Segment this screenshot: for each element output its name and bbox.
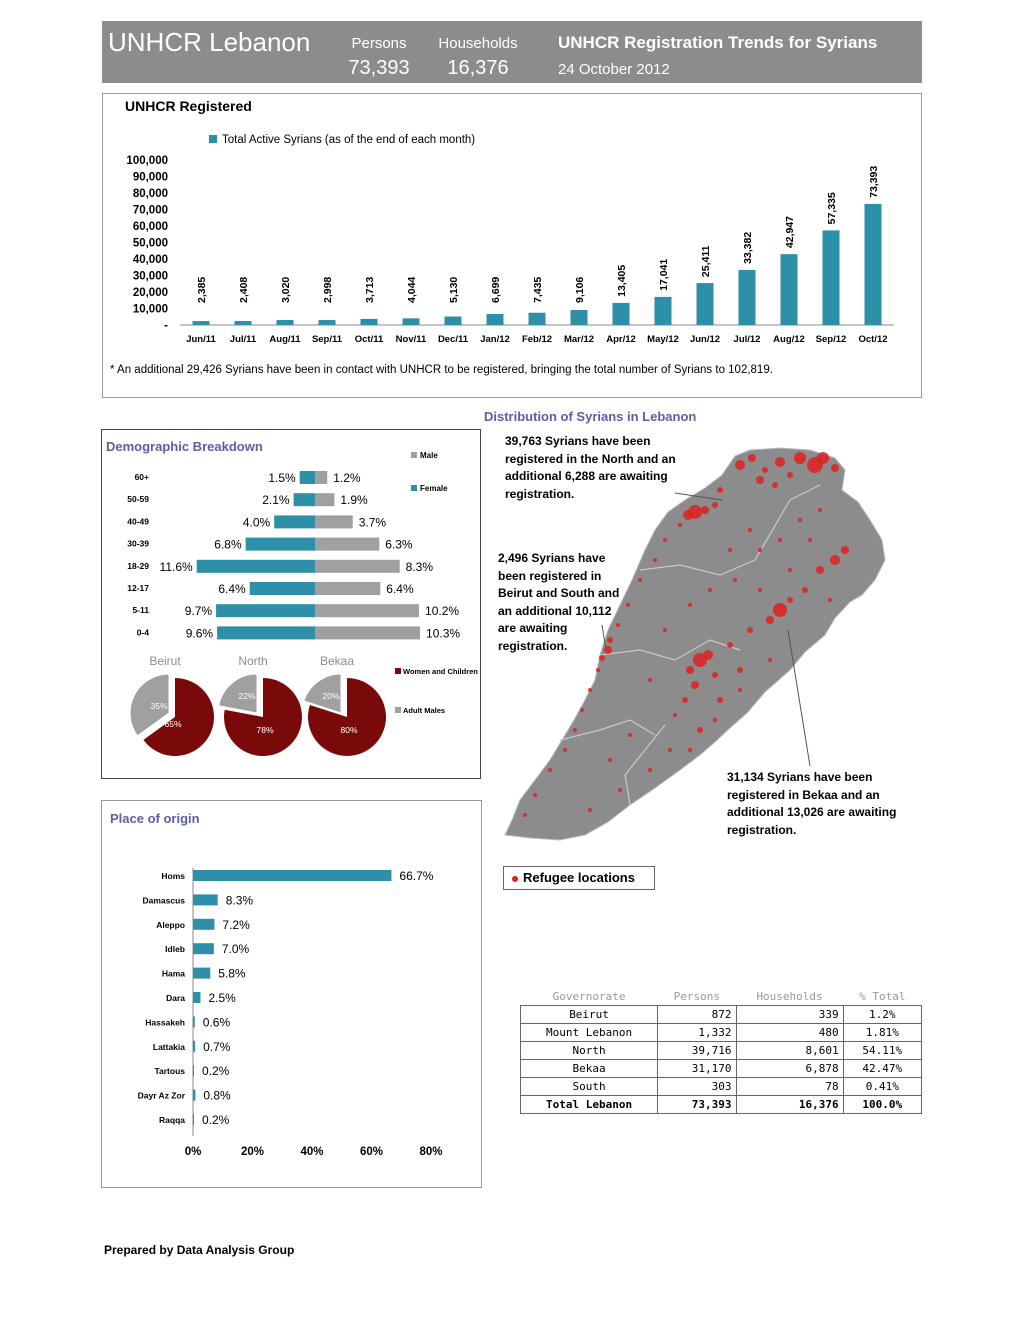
- male-bar: [315, 538, 379, 551]
- refugee-location-dot: [697, 727, 703, 733]
- age-group-label: 60+: [134, 472, 149, 482]
- male-data-label: 10.2%: [425, 604, 460, 619]
- origin-label: Idleb: [165, 944, 185, 955]
- refugee-location-dot: [773, 603, 787, 617]
- x-tick-label: 60%: [359, 1146, 384, 1158]
- female-bar: [217, 626, 315, 639]
- refugee-location-dot: [678, 523, 682, 527]
- origin-label: Aleppo: [156, 919, 185, 930]
- pie-title: Beirut: [149, 654, 181, 668]
- table-row: [521, 1060, 922, 1078]
- refugee-location-dot: [830, 555, 840, 565]
- x-tick-label: Oct/12: [858, 334, 888, 345]
- bar: [193, 894, 218, 905]
- beirut-callout: 2,496 Syrians have been registered in Beirut and South and an additional 10,112 are awaiting registration.: [498, 551, 620, 653]
- refugee-location-dot: [756, 476, 764, 484]
- data-label: 0.8%: [203, 1088, 231, 1103]
- refugee-location-dot: [608, 758, 612, 762]
- data-label: 33,382: [742, 231, 754, 264]
- legend-swatch: [411, 452, 417, 458]
- x-tick-label: Sep/11: [311, 334, 343, 345]
- female-bar: [294, 493, 315, 506]
- footer-credit: Prepared by Data Analysis Group: [104, 1243, 295, 1257]
- registered-title: UNHCR Registered: [125, 98, 252, 114]
- map-legend-label: Refugee locations: [523, 870, 635, 885]
- bar: [193, 919, 214, 930]
- registered-footnote: * An additional 29,426 Syrians have been in contact with UNHCR to be registered, bringing the total number of Syrians to 102,819.: [110, 364, 773, 376]
- data-label: 7,435: [532, 276, 544, 303]
- refugee-location-dot: [688, 603, 692, 607]
- origin-label: Dara: [166, 993, 185, 1003]
- table-row: [521, 1006, 922, 1024]
- bar: [193, 943, 214, 954]
- bar: [193, 1065, 194, 1076]
- refugee-location-dot: [580, 708, 584, 712]
- bar: [445, 317, 462, 325]
- bar: [403, 318, 420, 325]
- refugee-location-dot: [817, 452, 829, 464]
- female-data-label: 9.7%: [184, 604, 213, 619]
- data-label: 2.5%: [208, 991, 236, 1005]
- legend-label: Female: [420, 484, 448, 493]
- refugee-location-dot: [841, 546, 849, 554]
- female-data-label: 1.5%: [268, 471, 296, 485]
- female-bar: [197, 560, 315, 573]
- refugee-location-dot: [573, 728, 577, 732]
- legend-swatch: [411, 485, 417, 491]
- refugee-location-dot: [728, 548, 732, 552]
- female-data-label: 4.0%: [242, 515, 271, 530]
- registration-bar-chart: [102, 120, 922, 355]
- refugee-location-dot: [588, 688, 592, 692]
- legend-label: Women and Children: [403, 667, 478, 676]
- bar: [193, 968, 210, 979]
- x-tick-label: Nov/11: [395, 334, 427, 345]
- female-data-label: 11.6%: [159, 559, 193, 574]
- refugee-location-dot: [733, 578, 737, 582]
- refugee-location-dot: [808, 538, 812, 542]
- female-bar: [216, 604, 315, 617]
- table-header: % Total: [859, 990, 906, 1003]
- households-value: 16,376: [447, 57, 509, 79]
- legend-label: Total Active Syrians (as of the end of each month): [222, 134, 476, 146]
- refugee-location-dot: [596, 668, 600, 672]
- bar: [823, 230, 840, 325]
- data-label: 25,411: [700, 245, 712, 278]
- data-label: 0.2%: [202, 1113, 230, 1127]
- refugee-location-dot: [758, 548, 762, 552]
- bar: [613, 303, 630, 325]
- refugee-location-dot: [831, 464, 839, 472]
- age-group-label: 0-4: [136, 627, 149, 638]
- refugee-location-dot: [708, 588, 712, 592]
- bar: [193, 992, 200, 1003]
- y-tick-label: 90,000: [132, 171, 168, 184]
- y-tick-label: 10,000: [132, 303, 168, 316]
- table-header: Households: [756, 990, 823, 1003]
- female-data-label: 2.1%: [262, 493, 290, 508]
- pie-label: 80%: [340, 725, 358, 735]
- origin-bar-chart: [101, 800, 482, 1188]
- female-data-label: 6.8%: [214, 537, 242, 552]
- table-header: Governorate: [552, 990, 626, 1003]
- refugee-location-dot: [688, 748, 692, 752]
- refugee-location-dot: [748, 528, 752, 532]
- y-tick-label: 60,000: [132, 221, 168, 233]
- table-cell: 339: [736, 1006, 843, 1024]
- refugee-location-dot: [747, 627, 753, 633]
- pie-label: 22%: [238, 691, 256, 701]
- bar: [193, 321, 210, 325]
- bar: [571, 310, 588, 325]
- x-tick-label: Apr/12: [606, 334, 636, 345]
- data-label: 17,041: [658, 258, 670, 291]
- table-row: [521, 1078, 922, 1096]
- refugee-location-dot: [533, 793, 537, 797]
- data-label: 8.3%: [225, 893, 254, 908]
- x-tick-label: Aug/12: [773, 334, 805, 345]
- table-cell: 6,878: [736, 1060, 843, 1078]
- refugee-location-dot: [682, 697, 688, 703]
- x-tick-label: Jul/11: [229, 334, 257, 345]
- refugee-location-dot: [762, 467, 768, 473]
- data-label: 5,130: [448, 276, 460, 303]
- table-cell: Total Lebanon: [521, 1096, 658, 1114]
- refugee-location-dot: [653, 558, 657, 562]
- table-cell: 8,601: [736, 1042, 843, 1060]
- y-tick-label: 30,000: [132, 270, 168, 283]
- refugee-location-dot: [766, 616, 774, 624]
- data-label: 66.7%: [399, 869, 434, 883]
- distribution-title: Distribution of Syrians in Lebanon: [484, 409, 697, 424]
- refugee-location-dot: [712, 502, 718, 508]
- origin-label: Hama: [161, 968, 185, 979]
- bar: [739, 270, 756, 325]
- x-tick-label: 20%: [240, 1146, 265, 1158]
- bar: [361, 319, 378, 325]
- refugee-location-dot: [686, 666, 694, 674]
- table-cell: Beirut: [521, 1006, 658, 1024]
- x-tick-label: Mar/12: [563, 334, 595, 345]
- table-cell: 0.41%: [843, 1078, 921, 1096]
- data-label: 7.2%: [222, 917, 250, 932]
- report-title: UNHCR Registration Trends for Syrians: [558, 33, 878, 52]
- x-tick-label: Aug/11: [269, 334, 301, 345]
- table-cell: 78: [736, 1078, 843, 1096]
- x-tick-label: Jun/12: [689, 334, 721, 345]
- refugee-location-dot: [748, 454, 756, 462]
- bar: [193, 1090, 195, 1101]
- x-tick-label: 0%: [184, 1146, 202, 1158]
- refugee-location-dot: [663, 538, 667, 542]
- data-label: 3,020: [280, 276, 292, 303]
- table-cell: 1.2%: [843, 1006, 921, 1024]
- bar: [235, 321, 252, 325]
- female-bar: [246, 538, 315, 551]
- legend-label: Male: [420, 451, 438, 460]
- refugee-location-dot: [787, 597, 793, 603]
- refugee-location-dot: [703, 650, 713, 660]
- households-label: Households: [438, 35, 518, 52]
- pie-label: 65%: [164, 719, 182, 729]
- female-bar: [274, 515, 315, 528]
- y-tick-label: 70,000: [132, 204, 168, 217]
- male-data-label: 6.3%: [385, 537, 413, 552]
- male-bar: [315, 582, 380, 595]
- table-cell: 31,170: [658, 1060, 736, 1078]
- male-data-label: 3.7%: [358, 515, 387, 530]
- refugee-location-dot: [628, 733, 632, 737]
- pie-label: 35%: [150, 701, 168, 711]
- origin-title: Place of origin: [110, 811, 200, 826]
- refugee-location-dot: [691, 681, 699, 689]
- bar: [697, 283, 714, 325]
- refugee-location-dot: [523, 813, 527, 817]
- refugee-location-dot: [717, 487, 723, 493]
- bar: [487, 314, 504, 325]
- refugee-location-dot: [768, 658, 772, 662]
- bar: [277, 320, 294, 325]
- data-label: 2,408: [238, 276, 250, 303]
- north-callout: 39,763 Syrians have been registered in the North and an additional 6,288 are awaiting registration.: [505, 434, 676, 501]
- refugee-location-dot: [788, 568, 792, 572]
- table-cell: Mount Lebanon: [521, 1024, 658, 1042]
- data-label: 6,699: [490, 276, 502, 303]
- refugee-location-dot: [778, 538, 782, 542]
- male-bar: [315, 471, 327, 484]
- pie-title: North: [238, 654, 268, 668]
- x-tick-label: 80%: [419, 1146, 443, 1158]
- x-tick-label: Feb/12: [521, 334, 553, 345]
- data-label: 3,713: [364, 276, 376, 303]
- origin-label: Lattakia: [152, 1041, 185, 1052]
- data-label: 2,385: [196, 276, 208, 303]
- bar: [529, 313, 546, 325]
- y-tick-label: 40,000: [132, 254, 168, 266]
- table-cell: 303: [658, 1078, 736, 1096]
- x-tick-label: Oct/11: [354, 334, 384, 345]
- x-tick-label: Sep/12: [815, 334, 847, 345]
- demographic-title: Demographic Breakdown: [106, 439, 263, 454]
- refugee-location-dot: [648, 678, 652, 682]
- bar: [781, 254, 798, 325]
- pie-label: 78%: [256, 725, 274, 735]
- y-tick-label: 100,000: [126, 155, 168, 167]
- data-label: 4,044: [406, 276, 418, 303]
- x-tick-label: Dec/11: [437, 334, 469, 345]
- age-group-label: 30-39: [127, 538, 149, 549]
- table-header: Persons: [673, 990, 721, 1003]
- table-cell: 73,393: [658, 1096, 736, 1114]
- data-label: 0.7%: [203, 1039, 231, 1054]
- table-cell: Bekaa: [521, 1060, 658, 1078]
- table-row: [521, 1042, 922, 1060]
- refugee-location-dot: [683, 510, 693, 520]
- refugee-location-dot: [735, 460, 745, 470]
- male-bar: [315, 515, 353, 528]
- male-data-label: 8.3%: [405, 559, 434, 574]
- table-cell: 16,376: [736, 1096, 843, 1114]
- data-label: 57,335: [826, 192, 838, 225]
- refugee-location-dot: [717, 697, 723, 703]
- data-label: 7.0%: [221, 942, 250, 957]
- data-label: 0.6%: [202, 1015, 231, 1030]
- data-label: 0.2%: [202, 1064, 230, 1079]
- bar: [193, 1041, 195, 1052]
- refugee-location-dot: [588, 808, 592, 812]
- data-label: 13,405: [616, 264, 628, 297]
- x-tick-label: 40%: [300, 1146, 324, 1158]
- refugee-location-dot: [772, 482, 778, 488]
- data-label: 5.8%: [218, 966, 246, 981]
- table-cell: North: [521, 1042, 658, 1060]
- refugee-location-dot: [713, 718, 717, 722]
- x-tick-label: Jul/12: [733, 334, 761, 345]
- origin-label: Raqqa: [159, 1115, 185, 1125]
- org-name: UNHCR Lebanon: [108, 27, 311, 57]
- x-tick-label: Jan/12: [480, 334, 510, 345]
- origin-label: Homs: [161, 871, 185, 881]
- female-data-label: 9.6%: [185, 626, 214, 641]
- table-total-row: [521, 1096, 922, 1114]
- demographic-chart: [101, 429, 481, 779]
- refugee-location-dot: [712, 672, 718, 678]
- refugee-location-dot: [648, 768, 652, 772]
- female-data-label: 6.4%: [218, 582, 246, 596]
- refugee-dot-icon: [512, 876, 518, 882]
- legend-label: Adult Males: [403, 706, 446, 715]
- male-data-label: 1.9%: [340, 493, 368, 508]
- table-cell: 872: [658, 1006, 736, 1024]
- male-data-label: 1.2%: [333, 471, 361, 485]
- data-label: 42,947: [784, 216, 796, 249]
- age-group-label: 5-11: [132, 605, 149, 616]
- origin-label: Dayr Az Zor: [137, 1090, 185, 1101]
- table-row: [521, 1024, 922, 1042]
- data-label: 73,393: [868, 165, 880, 198]
- female-bar: [250, 582, 315, 595]
- bar: [193, 1114, 194, 1125]
- governorate-table: [520, 988, 922, 1114]
- refugee-location-dot: [738, 688, 742, 692]
- refugee-location-dot: [798, 518, 802, 522]
- table-cell: 480: [736, 1024, 843, 1042]
- y-tick-label: 50,000: [132, 237, 168, 250]
- refugee-location-dot: [787, 472, 793, 478]
- age-group-label: 18-29: [127, 560, 149, 571]
- refugee-location-dot: [638, 578, 642, 582]
- refugee-location-dot: [727, 642, 733, 648]
- report-date: 24 October 2012: [558, 61, 670, 78]
- header-banner: [102, 21, 922, 83]
- table-cell: 42.47%: [843, 1060, 921, 1078]
- legend-swatch: [395, 707, 401, 713]
- refugee-location-dot: [802, 587, 808, 593]
- refugee-location-dot: [775, 457, 785, 467]
- legend-swatch: [395, 668, 401, 674]
- refugee-location-dot: [828, 598, 832, 602]
- refugee-location-dot: [673, 713, 677, 717]
- origin-label: Hassakeh: [145, 1017, 185, 1028]
- pie-title: Bekaa: [319, 654, 355, 668]
- data-label: 2,998: [322, 276, 334, 303]
- table-cell: 100.0%: [843, 1096, 921, 1114]
- persons-label: Persons: [351, 35, 407, 52]
- y-tick-label: 20,000: [132, 287, 168, 299]
- bar: [865, 204, 882, 325]
- refugee-location-dot: [563, 748, 567, 752]
- table-cell: 54.11%: [843, 1042, 921, 1060]
- female-bar: [300, 471, 315, 484]
- table-cell: 39,716: [658, 1042, 736, 1060]
- bar: [193, 870, 391, 881]
- refugee-location-dot: [548, 768, 552, 772]
- male-data-label: 6.4%: [386, 582, 414, 596]
- map-legend: [503, 866, 655, 890]
- legend-swatch: [209, 135, 217, 143]
- refugee-location-dot: [816, 566, 824, 574]
- refugee-location-dot: [668, 748, 672, 752]
- pie-label: 20%: [322, 691, 340, 701]
- age-group-label: 40-49: [127, 516, 149, 527]
- y-tick-label: -: [164, 320, 168, 332]
- data-label: 9,106: [574, 276, 586, 303]
- y-tick-label: 80,000: [132, 188, 168, 200]
- refugee-location-dot: [701, 506, 709, 514]
- table-cell: South: [521, 1078, 658, 1096]
- bar: [319, 320, 336, 325]
- refugee-location-dot: [618, 788, 622, 792]
- male-bar: [315, 604, 419, 617]
- male-bar: [315, 626, 420, 639]
- origin-label: Damascus: [142, 895, 185, 906]
- refugee-location-dot: [794, 452, 806, 464]
- age-group-label: 12-17: [127, 583, 149, 593]
- male-bar: [315, 560, 400, 573]
- bar: [655, 297, 672, 325]
- refugee-location-dot: [737, 667, 743, 673]
- table-cell: 1,332: [658, 1024, 736, 1042]
- origin-label: Tartous: [154, 1066, 185, 1077]
- refugee-location-dot: [663, 628, 667, 632]
- x-tick-label: Jun/11: [186, 334, 216, 345]
- bar: [193, 1016, 195, 1027]
- refugee-location-dot: [758, 588, 762, 592]
- male-data-label: 10.3%: [426, 626, 461, 641]
- x-tick-label: May/12: [647, 334, 679, 345]
- persons-value: 73,393: [348, 57, 410, 79]
- table-cell: 1.81%: [843, 1024, 921, 1042]
- refugee-location-dot: [818, 508, 822, 512]
- age-group-label: 50-59: [127, 494, 149, 505]
- male-bar: [315, 493, 334, 506]
- refugee-location-dot: [599, 655, 605, 661]
- bekaa-callout: 31,134 Syrians have been registered in Bekaa and an additional 13,026 are awaiting registration.: [727, 770, 897, 837]
